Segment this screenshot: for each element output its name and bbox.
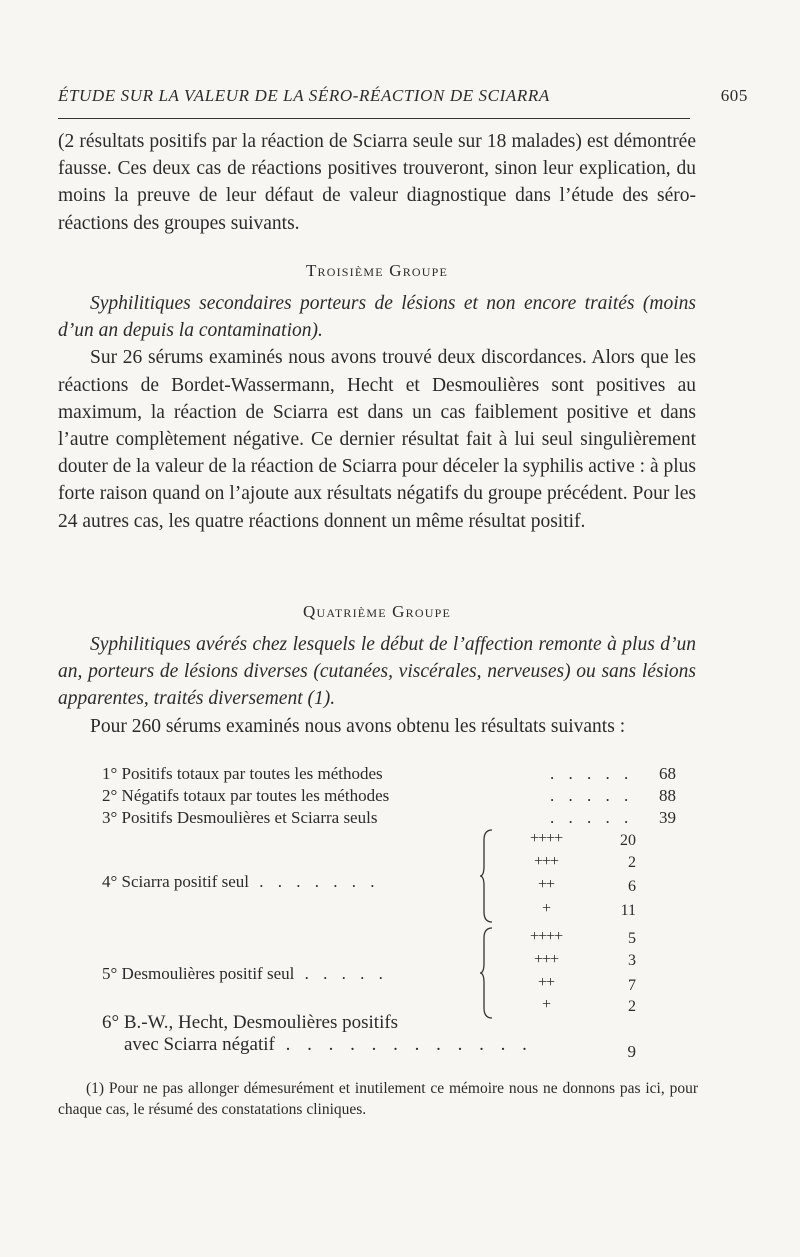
group3-paragraph: Sur 26 sérums examinés nous avons trouvé deux discordances. Alors que les réactions de Bordet-Wassermann, Hecht et Desmoulières sont positives au maximum, la réaction de Sciarra est dans un cas faiblement positive et dans l’autre complètement négative. Ce dernier résultat fait à lui seul singulièrement douter de la valeur de la réaction de Sciarra pour déceler la syphilis active : à plus forte raison quand on l’ajoute aux résultats négatifs du groupe précédent. Pour les 24 autres cas, les quatre réactions donnent un même résultat positif. bbox=[58, 347, 696, 532]
group4-subtitle: Syphilitiques avérés chez lesquels le début de l’affection remonte à plus d’un an, porteurs de lésions diverses (cutanées, viscérales, nerveuses) ou sans lésions apparentes, traités diversement (1). bbox=[58, 634, 696, 710]
footnote-text: (1) Pour ne pas allonger démesurément et inutilement ce mémoire nous ne donnons pas ici, pour chaque cas, le résumé des constatations cliniques. bbox=[58, 1080, 698, 1118]
result-label: 2° Négatifs totaux par toutes les méthodes bbox=[102, 786, 390, 805]
grade-sign: ++++ bbox=[530, 928, 563, 945]
result-row-1 bbox=[102, 764, 698, 786]
result-row-6-label: 6° B.-W., Hecht, Desmoulières positifs bbox=[102, 1012, 399, 1033]
footnote bbox=[58, 1078, 698, 1120]
brace-icon bbox=[480, 926, 494, 1020]
grade-value: 3 bbox=[628, 952, 636, 969]
result-value: 88 bbox=[659, 786, 676, 805]
leader-dots: . . . . . bbox=[304, 964, 388, 983]
grade-value: 2 bbox=[628, 854, 636, 871]
result-row-2 bbox=[102, 786, 698, 808]
opening-paragraph-text: (2 résultats positifs par la réaction de Sciarra seule sur 18 malades) est démontrée fausse. Ces deux cas de réactions positives trouveront, sinon leur explication, du moins la preuve de leur défaut de valeur diagnostique dans l’étude des séro-réactions des groupes suivants. bbox=[58, 131, 696, 234]
running-head bbox=[58, 86, 748, 106]
result-value: 39 bbox=[659, 808, 676, 827]
grade-sign: + bbox=[542, 996, 551, 1013]
leader-dots: . . . . . . . . . . . . bbox=[285, 1034, 533, 1055]
result-row-3 bbox=[102, 808, 698, 830]
opening-paragraph bbox=[58, 128, 696, 237]
grade-sign: ++++ bbox=[530, 830, 563, 847]
grade-sign: ++ bbox=[538, 876, 555, 893]
group3-section bbox=[58, 290, 696, 535]
result-value: 9 bbox=[627, 1042, 636, 1061]
grade-sign: ++ bbox=[538, 974, 555, 991]
group4-intro: Pour 260 sérums examinés nous avons obtenu les résultats suivants : bbox=[90, 715, 626, 737]
leader-dots: . . . . . bbox=[550, 808, 634, 827]
leader-dots: . . . . . bbox=[550, 786, 634, 805]
result-row-4-label: 4° Sciarra positif seul . . . . . . . bbox=[102, 872, 380, 891]
result-label: 3° Positifs Desmoulières et Sciarra seuls bbox=[102, 808, 378, 827]
result-row-6-label-cont: avec Sciarra négatif . . . . . . . . . . . . bbox=[124, 1034, 533, 1055]
brace-icon bbox=[480, 828, 494, 924]
leader-dots: . . . . . . . bbox=[259, 872, 380, 891]
grade-value: 20 bbox=[620, 832, 636, 849]
grade-value: 2 bbox=[628, 998, 636, 1015]
running-head-title: ÉTUDE SUR LA VALEUR DE LA SÉRO-RÉACTION DE SCIARRA bbox=[58, 86, 550, 105]
grade-sign: +++ bbox=[534, 951, 559, 968]
grade-value: 11 bbox=[620, 902, 636, 919]
group4-heading: Quatrième Groupe bbox=[302, 602, 451, 621]
group3-subtitle: Syphilitiques secondaires porteurs de lésions et non encore traités (moins d’un an depuis la contamination). bbox=[58, 293, 696, 342]
grade-sign: +++ bbox=[534, 853, 559, 870]
grade-sign: + bbox=[542, 900, 551, 917]
result-label: 1° Positifs totaux par toutes les méthodes bbox=[102, 764, 383, 783]
page-number: 605 bbox=[720, 86, 748, 105]
result-row-5-label: 5° Desmoulières positif seul . . . . . bbox=[102, 964, 388, 983]
header-rule bbox=[58, 118, 690, 119]
grade-value: 5 bbox=[628, 930, 636, 947]
result-value: 68 bbox=[659, 764, 676, 783]
leader-dots: . . . . . bbox=[550, 764, 634, 783]
group4-section bbox=[58, 631, 696, 740]
grade-value: 6 bbox=[628, 878, 636, 895]
grade-value: 7 bbox=[628, 977, 636, 994]
group3-heading: Troisième Groupe bbox=[305, 261, 449, 280]
